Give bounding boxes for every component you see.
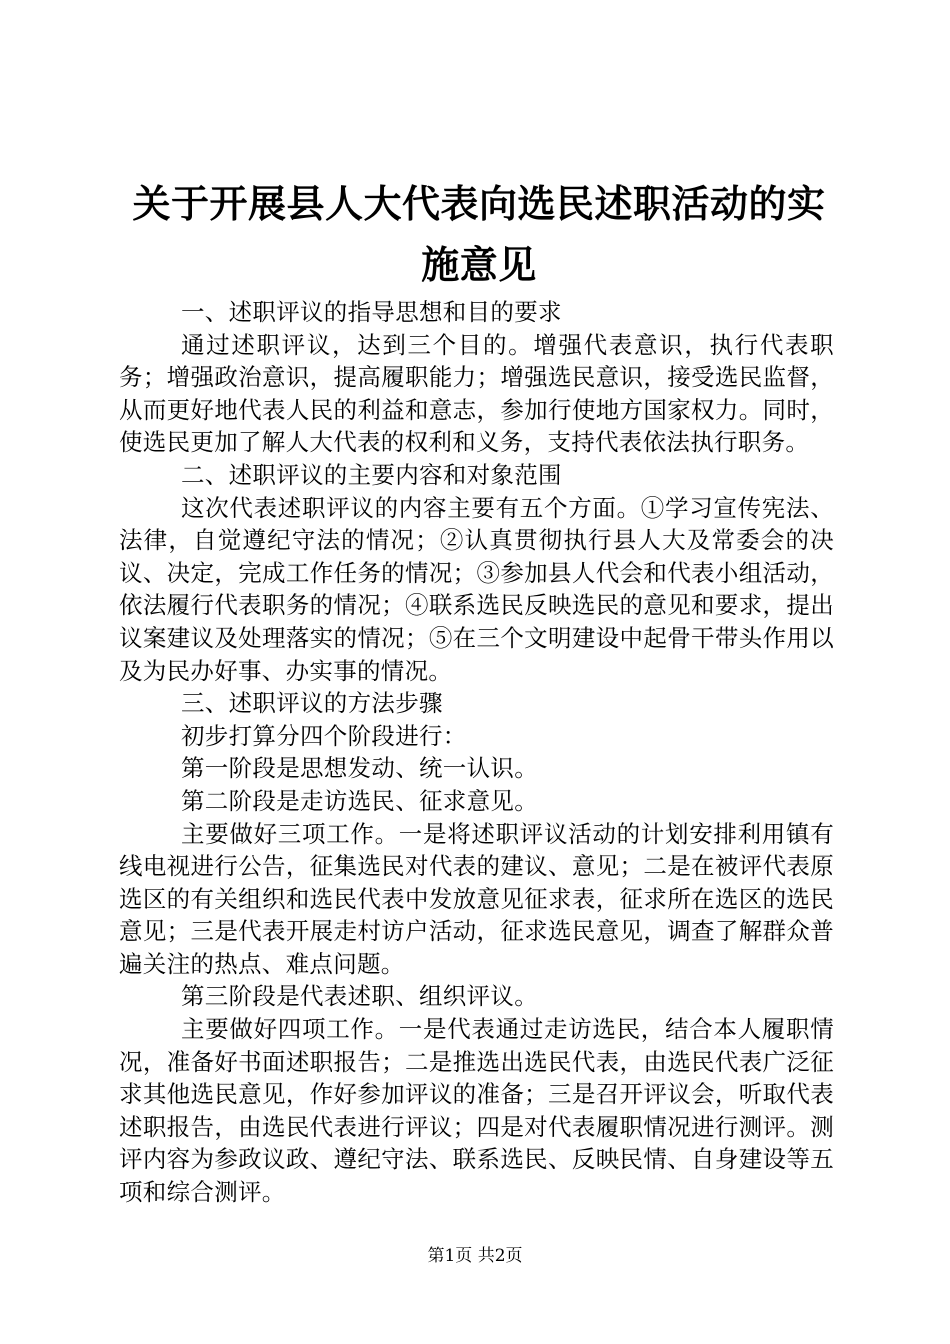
paragraph: 主要做好四项工作。一是代表通过走访选民，结合本人履职情况，准备好书面述职报告；二是推选出选民代表，由选民代表广泛征求其他选民意见，作好参加评议的准备；三是召开评议会，听取代表述职报告，由选民代表进行评议；四是对代表履职情况进行测评。测评内容为参政议政、遵纪守法、联系选民、反映民情、自身建设等五项和综合测评。 (119, 1015, 834, 1207)
paragraph: 初步打算分四个阶段进行： (181, 721, 467, 750)
paragraph: 这次代表述职评议的内容主要有五个方面。①学习宣传宪法、法律，自觉遵纪守法的情况；②认真贯彻执行县人大及常委会的决议、决定，完成工作任务的情况；③参加县人代会和代表小组活动，依法履行代表职务的情况；④联系选民反映选民的意见和要求，提出议案建议及处理落实的情况；⑤在三个文明建设中起骨干带头作用以及为民办好事、办实事的情况。 (119, 493, 834, 685)
paragraph: 通过述职评议，达到三个目的。增强代表意识，执行代表职务；增强政治意识，提高履职能力；增强选民意识，接受选民监督，从而更好地代表人民的利益和意志，参加行使地方国家权力。同时，使选民更加了解人大代表的权利和义务，支持代表依法执行职务。 (119, 330, 834, 457)
document-title: 关于开展县人大代表向选民述职活动的实施意见 (132, 182, 826, 287)
page-number: 第1页 共2页 (427, 1246, 523, 1266)
stage-heading-2: 第二阶段是走访选民、征求意见。 (181, 786, 538, 815)
section-heading-3: 三、述职评议的方法步骤 (181, 689, 443, 718)
section-heading-2: 二、述职评议的主要内容和对象范围 (181, 460, 562, 489)
stage-heading-1: 第一阶段是思想发动、统一认识。 (181, 754, 538, 783)
paragraph: 主要做好三项工作。一是将述职评议活动的计划安排利用镇有线电视进行公告，征集选民对代表的建议、意见；二是在被评代表原选区的有关组织和选民代表中发放意见征求表，征求所在选区的选民意见；三是代表开展走村访户活动，征求选民意见，调查了解群众普遍关注的热点、难点问题。 (119, 819, 834, 978)
document-body (119, 296, 834, 1209)
stage-heading-3: 第三阶段是代表述职、组织评议。 (181, 982, 538, 1011)
section-heading-1: 一、述职评议的指导思想和目的要求 (181, 298, 562, 326)
